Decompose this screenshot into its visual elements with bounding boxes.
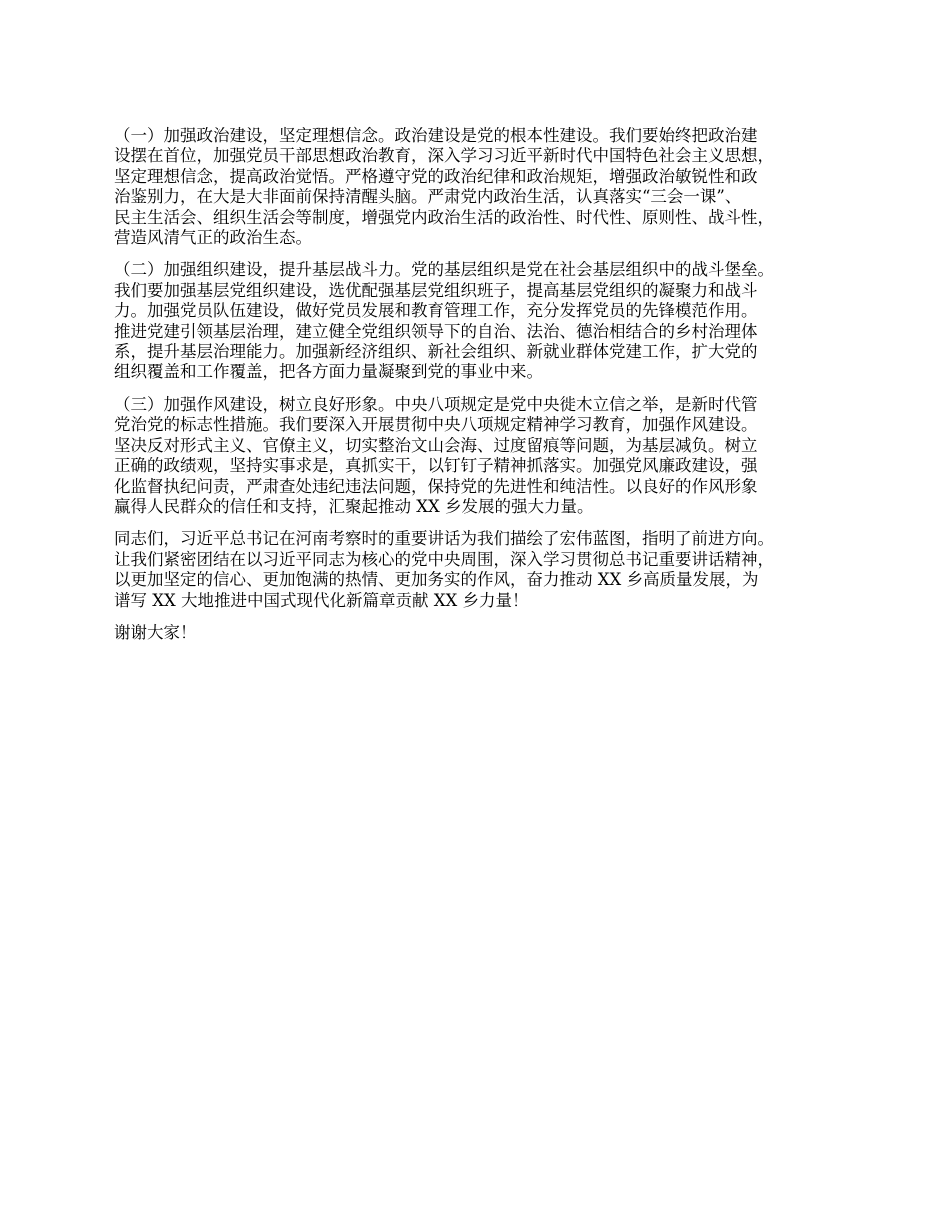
document-body bbox=[114, 126, 856, 655]
paragraph-political-building: （一）加强政治建设，坚定理想信念。政治建设是党的根本性建设。我们要始终把政治建 设摆在首位，加强党员干部思想政治教育，深入学习习近平新时代中国特色社会主义思想， 坚定理想信念，提高政治觉悟。严格遵守党的政治纪律和政治规矩，增强政治敏锐性和政 治鉴别力，在大是大非面前保持清醒头脑。严肃党内政治生活，认真落实“三会一课”、 民主生活会、组织生活会等制度，增强党内政治生活的政治性、时代性、原则性、战斗性， 营造风清气正的政治生态。 bbox=[114, 126, 774, 248]
paragraph-thanks: 谢谢大家！ bbox=[114, 622, 197, 642]
paragraph-closing-appeal: 同志们，习近平总书记在河南考察时的重要讲话为我们描绘了宏伟蓝图，指明了前进方向。 让我们紧密团结在以习近平同志为核心的党中央周围，深入学习贯彻总书记重要讲话精神， 以更加坚定的信心、更加饱满的热情、更加务实的作风，奋力推动 XX 乡高质量发展，为 谱写 XX 大地推进中国式现代化新篇章贡献 XX 乡力量！ bbox=[114, 529, 774, 610]
paragraph-work-style-building: （三）加强作风建设，树立良好形象。中央八项规定是党中央徙木立信之举，是新时代管 党治党的标志性措施。我们要深入开展贯彻中央八项规定精神学习教育，加强作风建设。 坚决反对形式主义、官僚主义，切实整治文山会海、过度留痕等问题，为基层减负。树立 正确的政绩观，坚持实事求是，真抓实干，以钉钉子精神抓落实。加强党风廉政建设，强 化监督执纪问责，严肃查处违纪违法问题，保持党的先进性和纯洁性。以良好的作风形象 赢得人民群众的信任和支持，汇聚起推动 XX 乡发展的强大力量。 bbox=[114, 394, 758, 516]
paragraph-organizational-building: （二）加强组织建设，提升基层战斗力。党的基层组织是党在社会基层组织中的战斗堡垒。 我们要加强基层党组织建设，选优配强基层党组织班子，提高基层党组织的凝聚力和战斗 力。加强党员队伍建设，做好党员发展和教育管理工作，充分发挥党员的先锋模范作用。 推进党建引领基层治理，建立健全党组织领导下的自治、法治、德治相结合的乡村治理体 系，提升基层治理能力。加强新经济组织、新社会组织、新就业群体党建工作，扩大党的 组织覆盖和工作覆盖，把各方面力量凝聚到党的事业中来。 bbox=[114, 260, 774, 382]
